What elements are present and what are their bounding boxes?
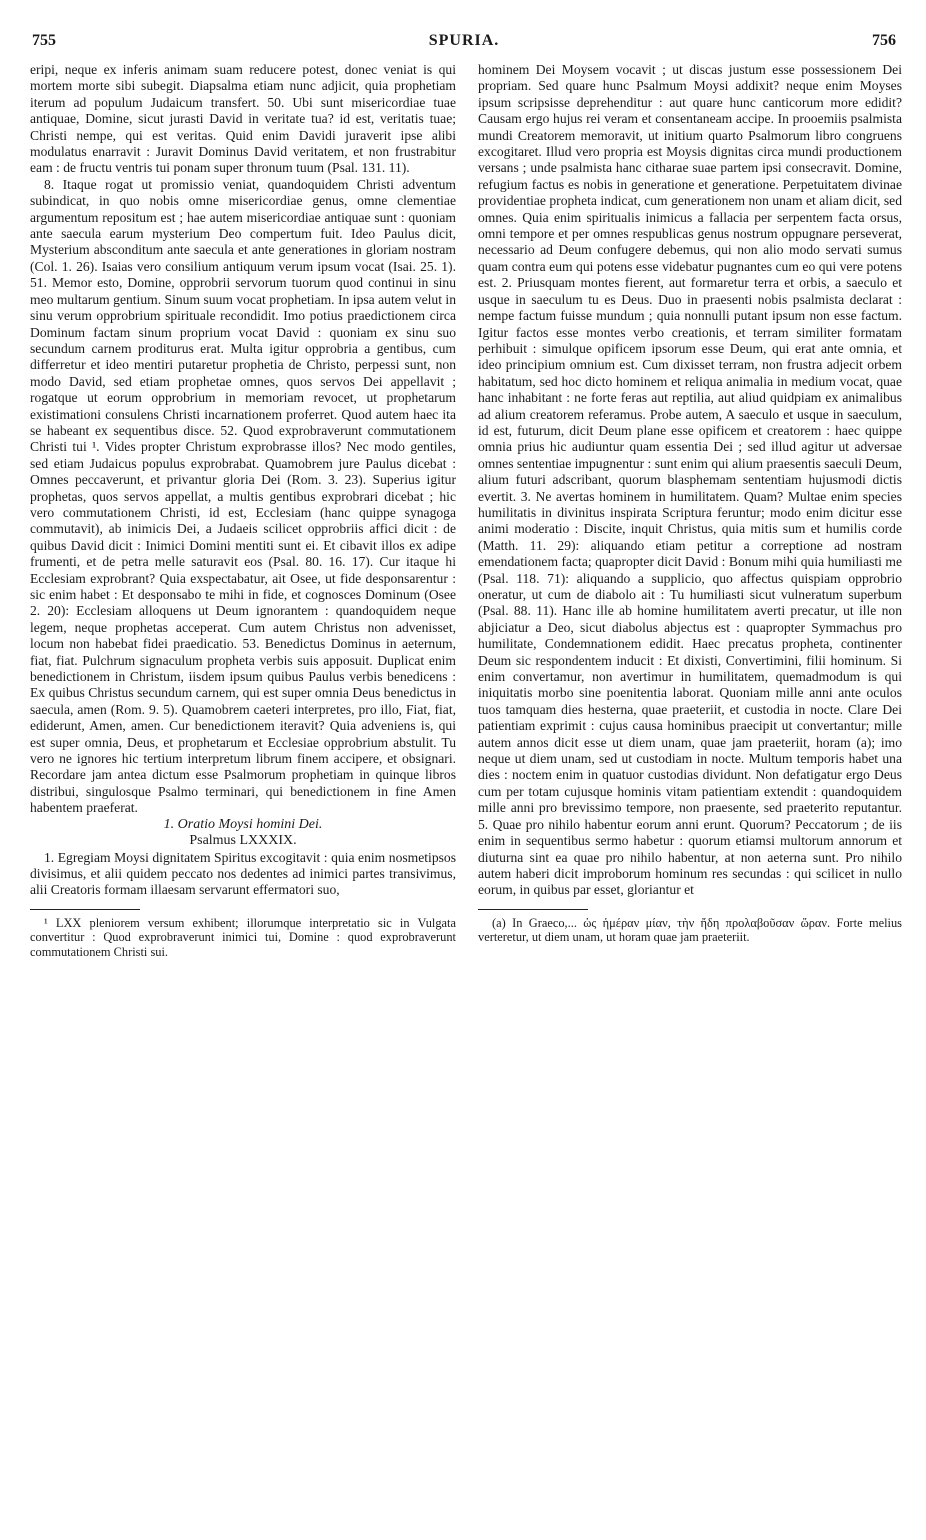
page-number-right: 756 xyxy=(872,32,896,49)
left-column xyxy=(30,62,456,960)
psalm-title: 1. Oratio Moysi homini Dei. xyxy=(163,816,323,832)
psalm-number-heading: Psalmus LXXXIX. xyxy=(189,833,297,849)
right-column xyxy=(478,62,902,945)
left-paragraph-2: 8. Itaque rogat ut promissio veniat, quandoquidem Christi adventum subindicat, in quo nobis omne misericordiae genus, omne clementiae argumentum repositum est ; hae autem misericordiae antiquae sunt : quoniam ante saecula earum mysterium Deo compertum fuit. Ideo Paulus dicit, Mysterium absconditum ante saecula et ante generationes in gloriam nostram (Col. 1. 26). Isaias vero consilium antiquum verum ipsum vocat (Isai. 25. 1). 51. Memor esto, Domine, opprobrii servorum tuorum quod continui in sinu meo multarum gentium. Sinum suum vocat prophetiam. In ipsa autem velut in sinu verum opprobrium spirituale recondidit. Imo potius praedictionem circa Dominum factam sinum proprium vocat David : quoniam ex sinu suo secundum carnem proditurus erat. Multa igitur opprobria a gentibus, cum differretur et ideo mentiri putaretur prophetia de Christo, perpessi sunt, non modo David, sed etiam prophetae omnes, quos servos Dei appellavit ; rogatque ut eorum opprobrium in memoriam revocet, ut prophetarum existimationi consulens Christi incarnationem proferret. Quod autem haec ita se habeant ex sequentibus disce. 52. Quod exprobraverunt commutationem Christi tui ¹. Vides propter Christum exprobrasse illos? Nec modo gentiles, sed etiam Judaicus populus exprobrabat. Quamobrem jure Paulus dicebat : Omnes peccaverunt, et privantur gloria Dei (Rom. 3. 23). Superius igitur prophetas, quos servos appellat, a multis gentibus exprobrari dicebat ; hic vero commutationem Christi, id est, Ecclesiam (hanc quippe synagoga commutavit), ab inimicis Dei, a Judaeis scilicet opprobriis affici dicit : de quibus David dicit : Inimici Domini mentiti sunt ei. Et cibavit illos ex adipe frumenti, et de petra melle saturavit eos (Psal. 80. 16. 17). Cur itaque hi Ecclesiam exprobrant? Quia exspectabatur, ait Osee, ut fide desponsarentur : sic enim habet : Et desponsabo te mihi in fide, et cognosces Dominum (Osee 2. 20): Ecclesiam alloquens ut Deum ignorantem : quandoquidem neque legem, neque prophetas acceperat. Cum autem Christus non advenisset, locum non habebat fidei praedicatio. 53. Benedictus Dominus in aeternum, fiat, fiat. Pulchrum signaculum propheta verbis suis apposuit. Duplicat enim benedictionem in Christum, iisdem ipsum quibus Paulus verbis benedicens : Ex quibus Christus secundum carnem, qui est super omnia Deus benedictus in saecula, amen (Rom. 9. 5). Quamobrem caeteri interpretes, pro illo, Fiat, fiat, ediderunt, Amen, amen. Cur benedictionem iteravit? Quia adveniens is, qui est super omnia, Deus, et prophetarum et Ecclesiae opprobrium abstulit. Tu vero ne ignores hic tertium interpretum librum finem accipere, et obsignari. Recordare jam antea dictum esse Psalmorum prophetiam in quinque libros distribui, singulosque Psalmo terminari, qui benedictionem in fine Amen habentem praeferat. xyxy=(30,176,456,816)
footnote-right: (a) In Graeco,... ὡς ἡμέραν μίαν, τὴν ἤδη προλαβοῦσαν ὥραν. Forte melius verteretur, ut diem unam, ut horam quae jam praeteriit. xyxy=(478,915,902,945)
footnote-divider-left xyxy=(30,909,140,910)
page-number-left: 755 xyxy=(32,32,56,49)
left-paragraph-3: 1. Egregiam Moysi dignitatem Spiritus excogitavit : quia enim nosmetipsos divisimus, et alii quidem peccato nos dedentes ad inimici partes transivimus, alii Creatoris formam illaesam servarunt effermatori suo, xyxy=(30,849,456,898)
footnote-divider-right xyxy=(478,909,588,910)
running-header xyxy=(32,32,896,54)
running-title: SPURIA. xyxy=(428,32,500,49)
left-paragraph-1: eripi, neque ex inferis animam suam reducere potest, donec veniat is qui mortem morte sibi subegit. Diapsalma etiam nunc adjicit, quia prophetiam iterum ad populum Judaicum transfert. 50. Ubi sunt misericordiae tuae antiquae, Domine, sicut jurasti David in veritate tua? id est, veritatis tuae; Christi nempe, qui est veritas. Quid enim Davidi juraverit ipse alibi modulatus enarravit : Juravit Dominus David veritatem, et non frustrabitur eam : de fructu ventris tui ponam super thronum tuum (Psal. 131. 11). xyxy=(30,62,456,176)
footnote-left: ¹ LXX pleniorem versum exhibent; illorumque interpretatio sic in Vulgata convertitur : Quod exprobraverunt inimici tui, Domine : quod exprobraverunt commutationem Christi sui. xyxy=(30,915,456,959)
right-paragraph-1: hominem Dei Moysem vocavit ; ut discas justum esse possessionem Dei propriam. Sed quare hunc Psalmum Moysi addixit? neque enim Moyses ipsum scripsisse deprehenditur : aut quare hunc canticorum more edidit? Causam ergo hujus rei veram et consentaneam accipe. In prooemiis psalmista mundi Creatorem memoravit, ut initium quarto Psalmorum libro congruens excogitaret. Illud vero propria est Moysis dignitas circa mundi productionem versans ; unde psalmista hanc citharae suae partem ipsi consecravit. Domine, refugium factus es nobis in generatione et generatione. Perpetuitatem divinae providentiae propheta indicat, cum generationem non unam et aliam dicit, sed omnes. Quia enim spiritualis inimicus a fallacia per serpentem facta orsus, omni tempore et per omnes respublicas genus nostrum oppugnare perseverat, necessario ad Deum confugere debemus, qui non alio modo servati sumus quam contra eum qui potens esse videbatur pugnantes cum eo qui vere potens est. 2. Priusquam montes fierent, aut formaretur terra et orbis, a saeculo et usque in saeculum tu es Deus. Duo in praesenti nobis psalmista declarat : nempe factum fuisse mundum ; quia nonnulli putant ipsum non esse factum. Igitur factos esse montes verbo creationis, et terram similiter formatam perhibuit : simulque opificem ipsorum esse Deum, qui erat ante omnia, et ideo principium omnium est. Cum dixisset terram, non frustra adjecit orbem habitatum, sed hoc dicto hominem et reliqua animalia in medium vocat, quae hanc inhabitant : ne forte feras aut reptilia, aut aliud quidpiam ex animalibus ad alium creatorem referamus. Probe autem, A saeculo et usque in saeculum, id est, futurum, dicit Deum plane esse opificem et creatorem : haec quippe omnia prius hic audiuntur quam essentia Dei ; sed illud agitur ut adversae omnes sententiae impugnentur : sunt enim qui alium praesentis saeculi Deum, alium futuri adscribant, quorum blasphemam sententiam hujusmodi dictis evertit. 3. Ne avertas hominem in humilitatem. Quam? Multae enim species humilitatis in divinitus inspirata Scriptura feruntur; modo enim dicitur esse animi moderatio : Discite, inquit Christus, quia mitis sum et humilis corde (Matth. 11. 29): aliquando etiam petitur a correptione ad nostram emendationem facta; quapropter dicit David : Bonum mihi quia humiliasti me (Psal. 118. 71): aliquando a supplicio, quo affectus quispiam opprobrio oneratur, ut cum de diabolo ait : Tu humiliasti sicut vulneratum superbum (Psal. 88. 11). Hanc ille ab homine humilitatem averti precatur, ut ille non abjiciatur a Deo, sicut diabolus abjectus est : quapropter Symmachus pro humilitate, Condemnationem edidit. Haec precatus propheta, continenter Deum sic respondentem inducit : Et dixisti, Convertimini, filii hominum. Si enim convertamur, non avertimur in humilitatem, quemadmodum is qui iniquitatis morbo sine poenitentia laborat. Quoniam mille anni ante oculos tuos tamquam dies hesterna, quae praeteriit, et custodia in nocte. Clare Dei patientiam exprimit : cujus causa hominibus praecipit ut convertantur; mille autem annos dicit esse ut diem unam, quae jam praeteriit, horam (a); imo neque ut diem unam, sed ut custodiam in nocte. Multum temporis habet una dies : noctem enim in quatuor custodias dividunt. Non defatigatur ergo Deus cum per totam cujusque hominis vitam patientiam extendit : quandoquidem mille anni pro brevissimo tempore, non praesente, sed praeterito reputantur. 5. Quae pro nihilo habentur eorum anni erunt. Quorum? Peccatorum ; de iis enim in sequentibus sermo habetur : quorum etiamsi multorum annorum et diuturna sint ea quae pro nihilo habentur, at non aeterna sunt. Pro nihilo autem haberi dicit improborum hominum res secundas : qui scilicet in nullo eorum, in quibus par esset, gloriantur et xyxy=(478,62,902,898)
